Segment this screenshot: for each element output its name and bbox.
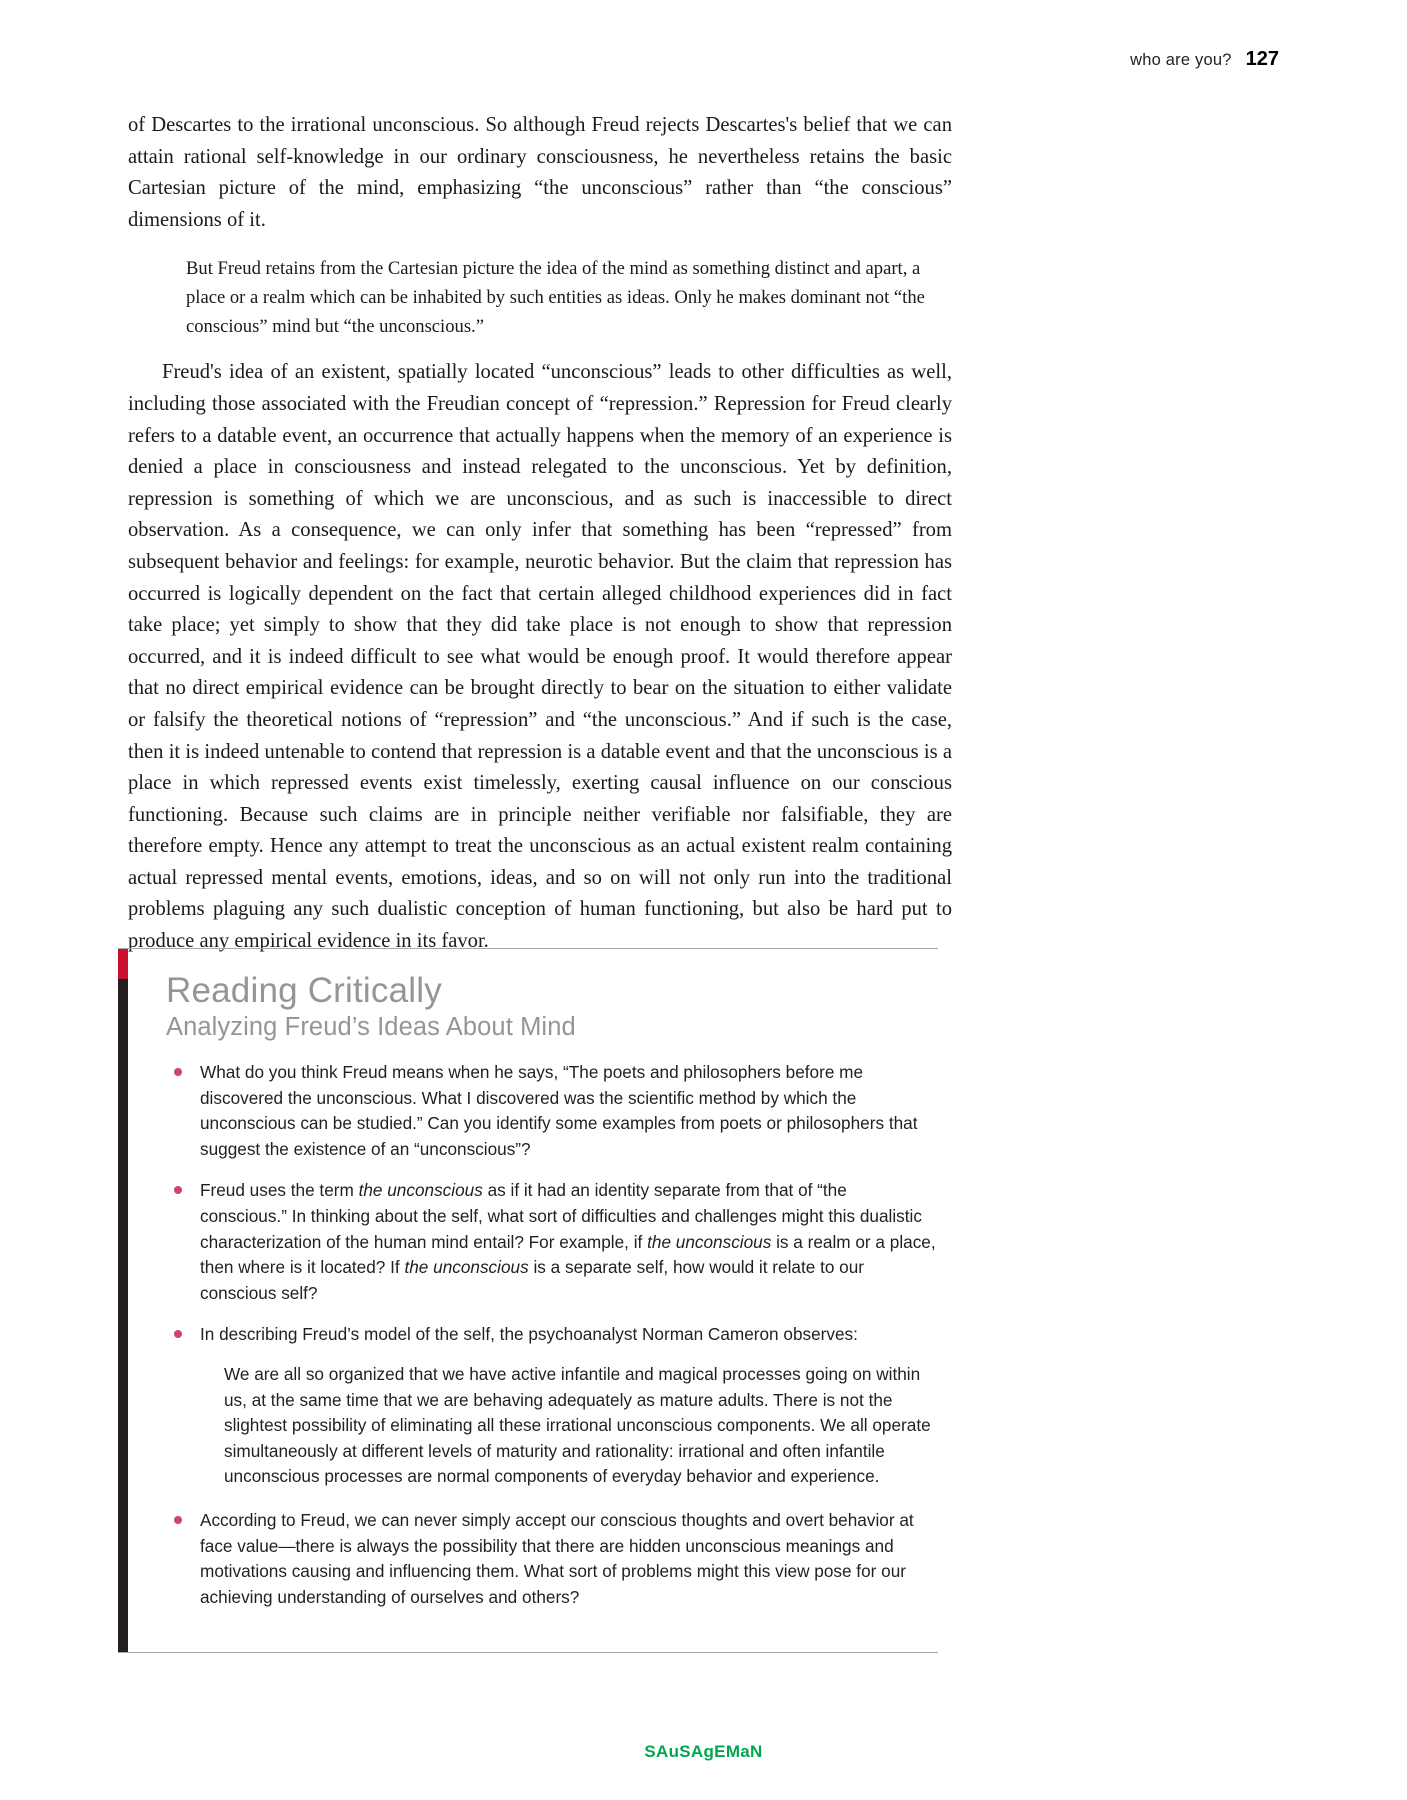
box-content [128, 949, 938, 1652]
italic-term: the unconscious [404, 1257, 529, 1278]
block-quote-freud-cartesian: But Freud retains from the Cartesian picture the idea of the mind as something distinct and apart, a place or a realm which can be inhabited by such entities as ideas. Only he makes dominant not “the conscious” mind but “the unconscious.” [186, 258, 925, 338]
question-text-part: is a realm or a place, then where is it located? If [200, 1231, 936, 1278]
question-text-part: as if it had an identity separate from that of “the conscious.” In thinking about the self, what sort of difficulties and challenges might this dualistic characterization of the human mind entail? For example, if [200, 1180, 922, 1252]
reading-critically-question-list [166, 1060, 938, 1610]
question-text: What do you think Freud means when he says, “The poets and philosophers before me discovered the unconscious. What I discovered was the scientific method by which the unconscious can be studied.” Can you identify some examples from poets or philosophers that suggest the existence of an “unconscious”? [200, 1062, 918, 1159]
list-item [166, 1508, 938, 1610]
main-text-column [128, 110, 952, 958]
box-inner [118, 949, 938, 1652]
list-item [166, 1178, 938, 1306]
paragraph-continuation: of Descartes to the irrational unconscious. So although Freud rejects Descartes's belief that we can attain rational self-knowledge in our ordinary consciousness, he nevertheless retains the basic Cartesian picture of the mind, emphasizing “the unconscious” rather than “the conscious” dimensions of it. [128, 114, 952, 231]
running-head [1130, 48, 1279, 71]
box-title: Reading Critically [166, 971, 442, 1010]
box-subtitle: Analyzing Freud’s Ideas About Mind [166, 1013, 576, 1041]
list-item [166, 1322, 938, 1490]
watermark: SAuSAgEMaN [644, 1742, 763, 1761]
page-number: 127 [1245, 48, 1279, 70]
bullet-icon [174, 1330, 182, 1338]
black-accent-bar [118, 979, 128, 1652]
bullet-icon [174, 1068, 182, 1076]
box-side-bars [118, 949, 128, 1652]
box-bottom-rule [118, 1652, 938, 1653]
paragraph-repression: Freud's idea of an existent, spatially located “unconscious” leads to other difficulties as well, including those associated with the Freudian concept of “repression.” Repression for Freud clearly refers to a datable event, an occurrence that actually happens when the memory of an experience is denied a place in consciousness and instead relegated to the unconscious. Yet by definition, repression is something of which we are unconscious, and as such is inaccessible to direct observation. As a consequence, we can only infer that something has been “repressed” from subsequent behavior and feelings: for example, neurotic behavior. But the claim that repression has occurred is logically dependent on the fact that certain alleged childhood experiences did in fact take place; yet simply to show that they did take place is not enough to show that repression occurred, and it is indeed difficult to see what would be enough proof. It would therefore appear that no direct empirical evidence can be brought directly to bear on the situation to either validate or falsify the theoretical notions of “repression” and “the unconscious.” And if such is the case, then it is indeed untenable to contend that repression is a datable event and that the unconscious is a place in which repressed events exist timelessly, exerting causal influence on our conscious functioning. Because such claims are in principle neither verifiable nor falsifiable, they are therefore empty. Hence any attempt to treat the unconscious as an actual existent realm containing actual repressed mental events, emotions, ideas, and so on will not only run into the traditional problems plaguing any such dualistic conception of human functioning, but also be hard put to produce any empirical evidence in its favor. [128, 361, 952, 953]
cameron-quote: We are all so organized that we have active infantile and magical processes going on within us, at the same time that we are behaving adequately as mature adults. There is not the slightest possibility of eliminating all these irrational unconscious components. We all operate simultaneously at different levels of maturity and rationality: irrational and often infantile unconscious processes are normal components of everyday behavior and experience. [224, 1363, 931, 1487]
question-text-part: is a separate self, how would it relate to our conscious self? [200, 1257, 865, 1303]
italic-term: the unconscious [358, 1180, 483, 1201]
bullet-icon [174, 1516, 182, 1524]
question-text: According to Freud, we can never simply accept our conscious thoughts and overt behavior at face value—there is always the possibility that there are hidden unconscious meanings and motivations causing and influencing them. What sort of problems might this view pose for our achieving understanding of ourselves and others? [200, 1509, 914, 1607]
italic-term: the unconscious [647, 1231, 772, 1252]
red-accent-bar [118, 949, 128, 979]
running-head-text: who are you? [1130, 51, 1232, 69]
question-text: In describing Freud’s model of the self, the psychoanalyst Norman Cameron observes: [200, 1324, 858, 1345]
question-text-part: Freud uses the term [200, 1180, 359, 1201]
reading-critically-box [118, 948, 938, 1653]
list-item [166, 1060, 938, 1162]
bullet-icon [174, 1186, 182, 1194]
